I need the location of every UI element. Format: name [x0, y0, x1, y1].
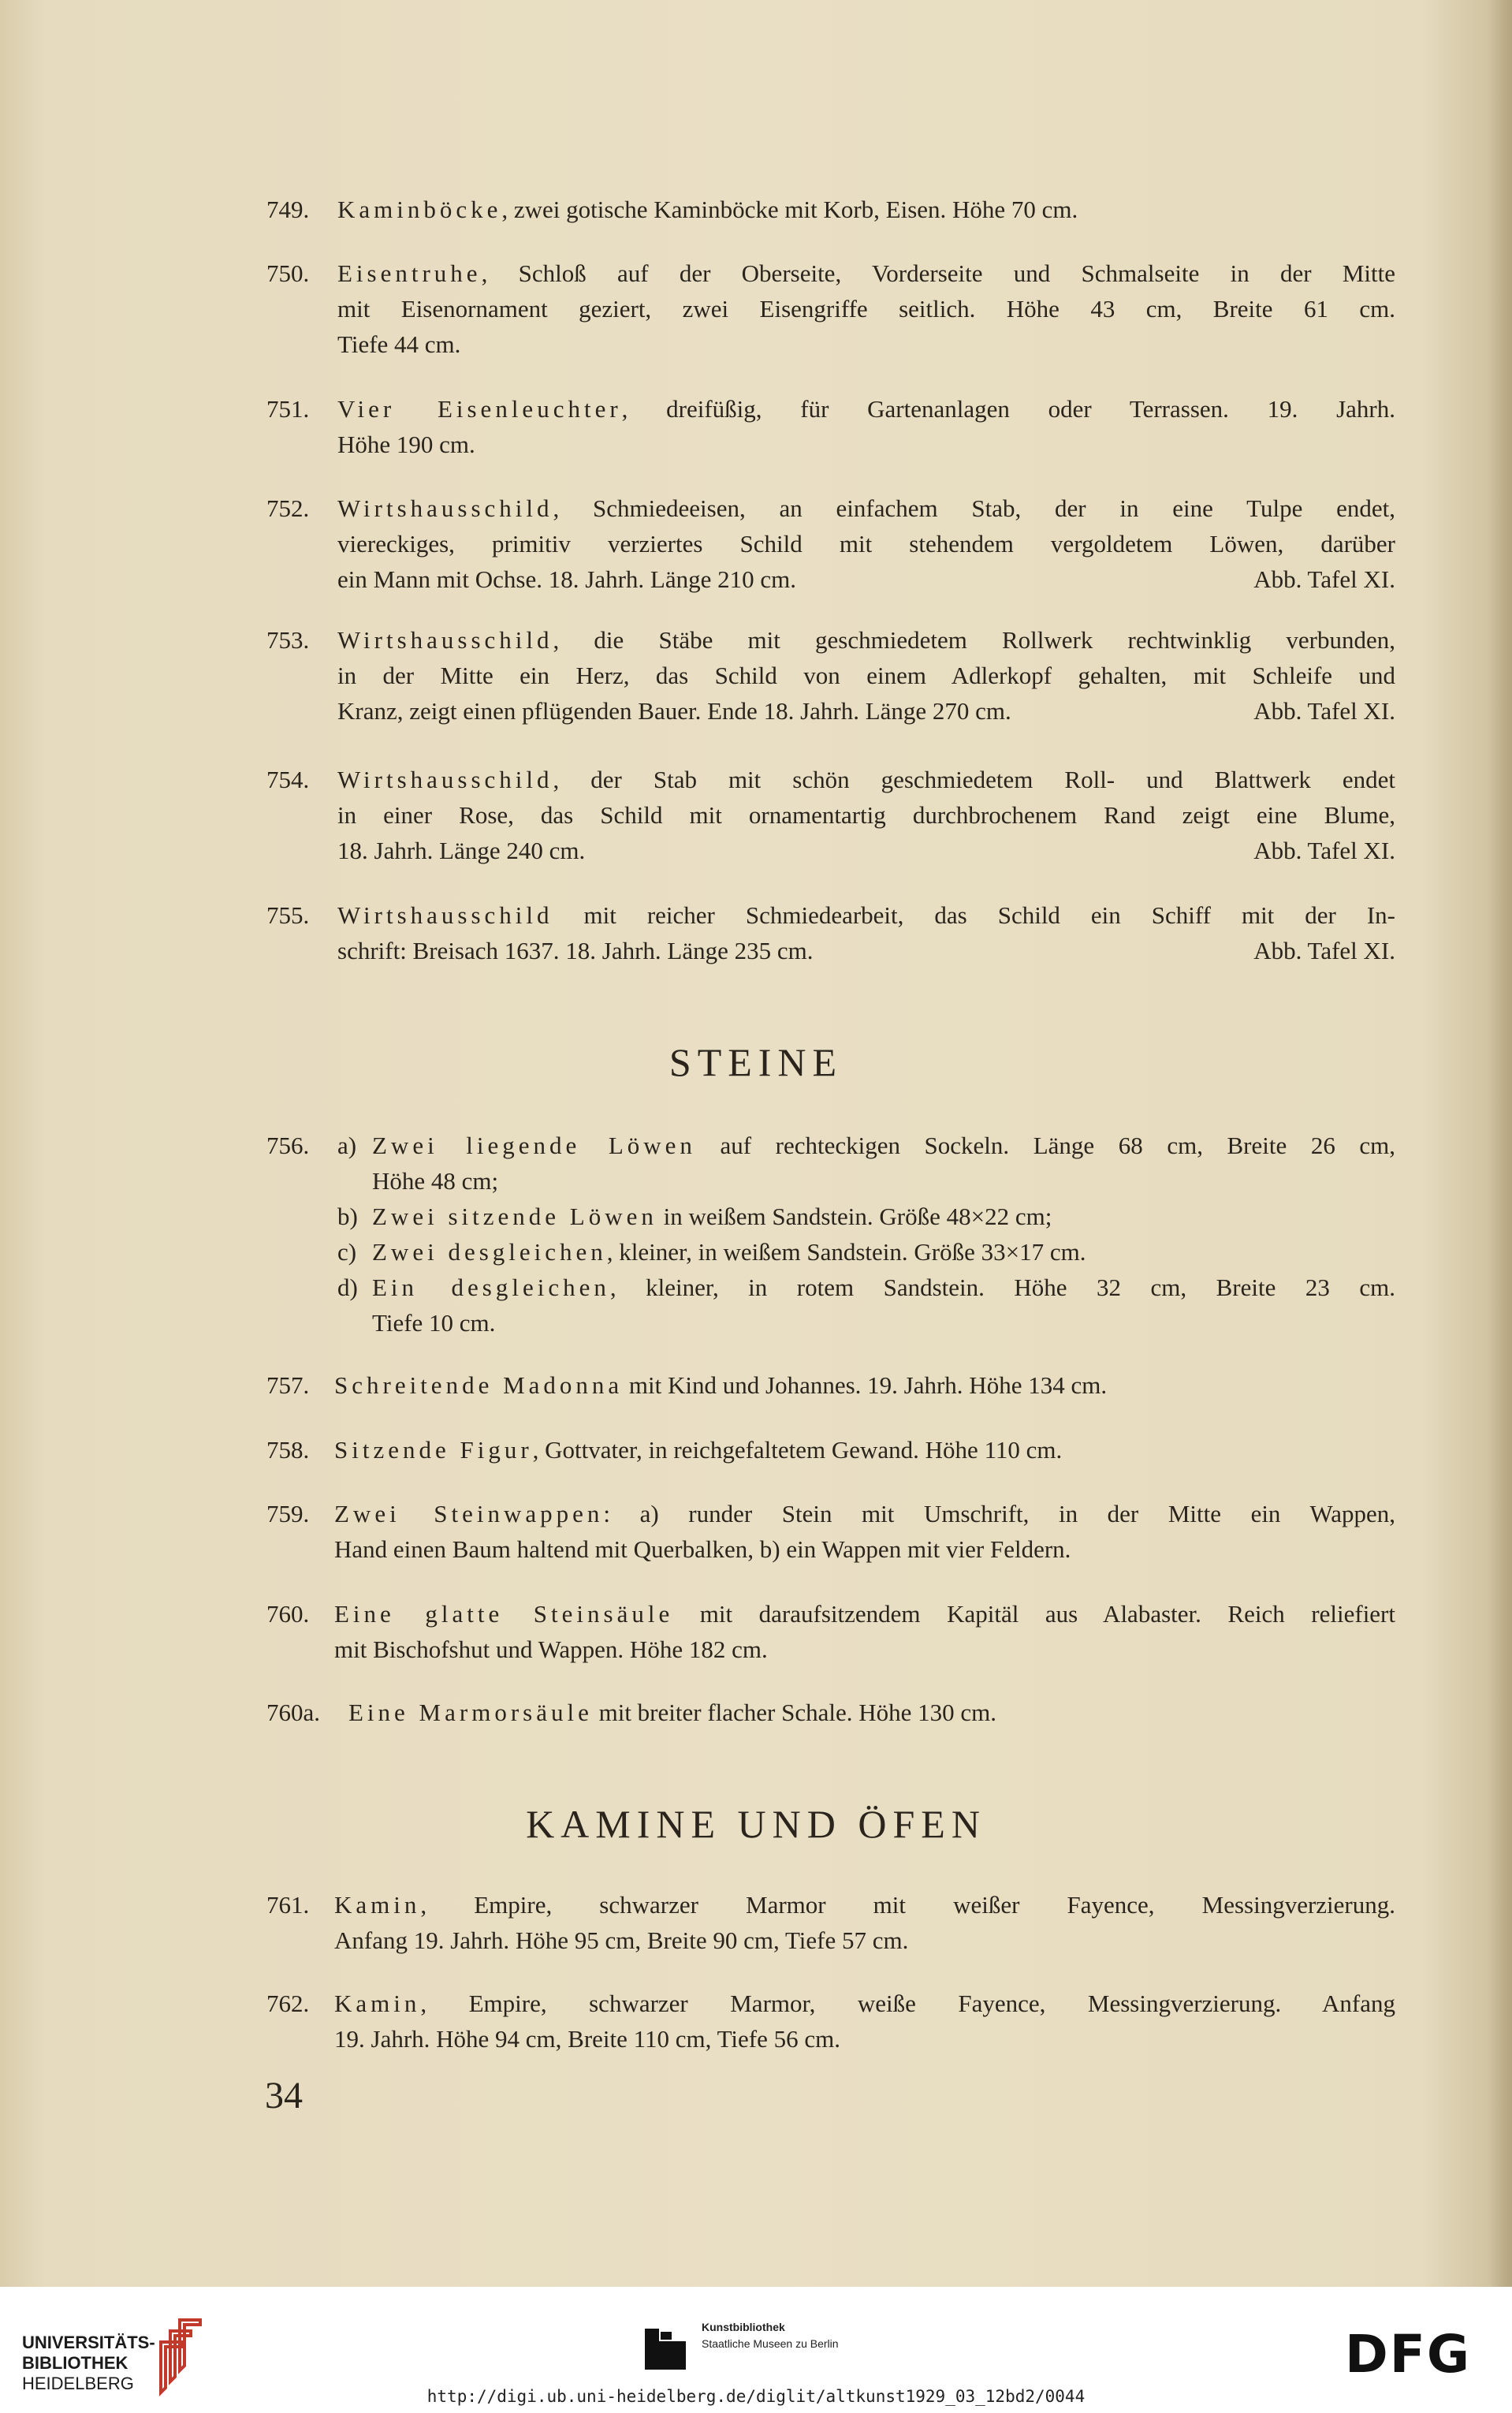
entry-text: Höhe 48 cm;	[372, 1167, 499, 1195]
entry-text: auf rechteckigen Sockeln. Länge 68 cm, Breite 26 cm,	[695, 1132, 1396, 1159]
entry-text: , die Stäbe mit geschmiedetem Rollwerk rechtwinklig verbunden,	[553, 626, 1395, 654]
entry-title: Zwei sitzende Löwen	[372, 1203, 657, 1230]
entry-number: 753.	[266, 626, 310, 654]
entry-title: Kamin	[334, 1891, 421, 1919]
entry-text: , der Stab mit schön geschmiedetem Roll- und Blattwerk endet	[553, 766, 1395, 793]
kunstbibliothek-text[interactable]	[702, 2319, 839, 2352]
entry-text: Kranz, zeigt einen pflügenden Bauer. Ende 18. Jahrh. Länge 270 cm.	[337, 697, 1011, 725]
entry-text: ein Mann mit Ochse. 18. Jahrh. Länge 210 cm.	[337, 565, 796, 593]
entry-text: Hand einen Baum haltend mit Querbalken, b) ein Wappen mit vier Feldern.	[334, 1535, 1071, 1563]
catalog-entry	[266, 490, 1395, 597]
entry-title: Wirtshausschild	[337, 494, 553, 522]
entry-text: in einer Rose, das Schild mit ornamentartig durchbrochenem Rand zeigt eine Blume,	[337, 801, 1395, 829]
plate-reference: Abb. Tafel XI.	[1253, 837, 1395, 864]
sub-item	[337, 1270, 1395, 1341]
entry-text: mit daraufsitzendem Kapitäl aus Alabaster. Reich reliefiert	[673, 1600, 1395, 1628]
section-heading-steine: STEINE	[668, 1040, 844, 1084]
page-edge-shadow	[1488, 0, 1512, 2287]
entry-text: mit breiter flacher Schale. Höhe 130 cm.	[592, 1699, 997, 1726]
kb-subtitle: Staatliche Museen zu Berlin	[702, 2337, 839, 2350]
entry-text: Anfang 19. Jahrh. Höhe 95 cm, Breite 90 cm, Tiefe 57 cm.	[334, 1926, 909, 1954]
ub-line-1: UNIVERSITÄTS-	[22, 2333, 155, 2352]
entry-text: mit Bischofshut und Wappen. Höhe 182 cm.	[334, 1635, 768, 1663]
kb-title: Kunstbibliothek	[702, 2321, 785, 2333]
sub-item	[337, 1128, 1395, 1199]
entry-number: 756.	[266, 1132, 310, 1159]
entry-number: 749.	[266, 196, 310, 223]
entry-text: mit Kind und Johannes. 19. Jahrh. Höhe 134 cm.	[623, 1371, 1108, 1399]
entry-text: , Empire, schwarzer Marmor mit weißer Fayence, Messingverzierung.	[420, 1891, 1395, 1919]
entry-number: 759.	[266, 1500, 310, 1527]
plate-reference: Abb. Tafel XI.	[1253, 697, 1395, 725]
entry-text: 18. Jahrh. Länge 240 cm.	[337, 837, 586, 864]
entry-text: viereckiges, primitiv verziertes Schild mit stehendem vergoldetem Löwen, darüber	[337, 530, 1395, 558]
catalog-entry	[266, 192, 1395, 227]
entry-title: Wirtshausschild	[337, 901, 553, 929]
entry-title: Zwei desgleichen	[372, 1238, 607, 1266]
entry-number: 752.	[266, 494, 310, 522]
entry-number: 757.	[266, 1371, 310, 1399]
page-number: 34	[265, 2075, 303, 2117]
sub-item	[337, 1199, 1395, 1234]
entry-text: Tiefe 44 cm.	[337, 330, 461, 358]
entry-text: : a) runder Stein mit Umschrift, in der Mitte ein Wappen,	[603, 1500, 1395, 1527]
entry-title: Schreitende Madonna	[334, 1371, 624, 1399]
catalog-entry	[266, 1496, 1395, 1567]
entry-text: , Gottvater, in reichgefaltetem Gewand. Höhe 110 cm.	[532, 1436, 1063, 1464]
entry-text: , kleiner, in rotem Sandstein. Höhe 32 cm, Breite 23 cm.	[609, 1274, 1395, 1301]
entry-text: , dreifüßig, für Gartenanlagen oder Terrassen. 19. Jahrh.	[621, 395, 1395, 423]
entry-title: Eine Marmorsäule	[348, 1699, 593, 1726]
section-heading-kamine: KAMINE UND ÖFEN	[526, 1802, 986, 1846]
entry-title: Kaminböcke	[337, 196, 502, 223]
entry-title: Kamin	[334, 1990, 421, 2017]
entry-number: 750.	[266, 259, 310, 287]
entry-number: 762.	[266, 1990, 310, 2017]
entry-title: Ein desgleichen	[372, 1274, 610, 1301]
dfg-logo[interactable]: DFG	[1345, 2324, 1472, 2385]
plate-reference: Abb. Tafel XI.	[1253, 565, 1395, 593]
sub-item-label: d)	[337, 1274, 358, 1301]
entry-number: 761.	[266, 1891, 310, 1919]
catalog-entry	[266, 1695, 1395, 1730]
entry-title: Vier Eisenleuchter	[337, 395, 622, 423]
catalog-entry	[266, 1432, 1395, 1468]
catalog-entry	[266, 1986, 1395, 2057]
ub-heidelberg-logo-text[interactable]	[22, 2333, 155, 2394]
sub-item-label: a)	[337, 1132, 357, 1159]
sub-item-label: c)	[337, 1238, 357, 1266]
entry-text: schrift: Breisach 1637. 18. Jahrh. Länge 235 cm.	[337, 937, 814, 964]
entry-text: , Schmiedeeisen, an einfachem Stab, der in eine Tulpe endet,	[553, 494, 1395, 522]
entry-text: , Empire, schwarzer Marmor, weiße Fayence, Messingverzierung. Anfang	[420, 1990, 1395, 2017]
entry-text: , zwei gotische Kaminböcke mit Korb, Eisen. Höhe 70 cm.	[501, 196, 1078, 223]
entry-title: Zwei liegende Löwen	[372, 1132, 696, 1159]
entry-title: Zwei Steinwappen	[334, 1500, 604, 1527]
ub-line-2: BIBLIOTHEK	[22, 2353, 128, 2373]
entry-number: 754.	[266, 766, 310, 793]
entry-text: in weißem Sandstein. Größe 48×22 cm;	[657, 1203, 1052, 1230]
catalog-entry	[266, 1887, 1395, 1958]
catalog-entry	[266, 255, 1395, 362]
catalog-entry	[266, 622, 1395, 729]
entry-number: 760a.	[266, 1699, 321, 1726]
entry-text: , kleiner, in weißem Sandstein. Größe 33×17 cm.	[606, 1238, 1086, 1266]
entry-title: Sitzende Figur	[334, 1436, 533, 1464]
entry-number: 755.	[266, 901, 310, 929]
entry-title: Eisentruhe	[337, 259, 482, 287]
catalog-entry	[266, 1596, 1395, 1667]
entry-number: 751.	[266, 395, 310, 423]
catalog-entry	[266, 1367, 1395, 1403]
entry-title: Wirtshausschild	[337, 626, 553, 654]
source-url-link[interactable]: http://digi.ub.uni-heidelberg.de/diglit/altkunst1929_03_12bd2/0044	[426, 2387, 1086, 2406]
catalog-entry	[266, 391, 1395, 462]
entry-text: mit reicher Schmiedearbeit, das Schild ein Schiff mit der In-	[553, 901, 1395, 929]
catalog-entry	[266, 897, 1395, 968]
sub-item-label: b)	[337, 1203, 358, 1230]
entry-number: 758.	[266, 1436, 310, 1464]
entry-text: Tiefe 10 cm.	[372, 1309, 496, 1337]
entry-number: 760.	[266, 1600, 310, 1628]
entry-title: Eine glatte Steinsäule	[334, 1600, 674, 1628]
plate-reference: Abb. Tafel XI.	[1253, 937, 1395, 964]
ub-line-3: HEIDELBERG	[22, 2374, 134, 2393]
entry-title: Wirtshausschild	[337, 766, 553, 793]
sub-item	[337, 1234, 1395, 1270]
catalog-entry	[266, 762, 1395, 868]
entry-text: mit Eisenornament geziert, zwei Eisengriffe seitlich. Höhe 43 cm, Breite 61 cm.	[337, 295, 1395, 323]
kunstbibliothek-logo-icon	[645, 2329, 686, 2370]
entry-text: in der Mitte ein Herz, das Schild von einem Adlerkopf gehalten, mit Schleife und	[337, 662, 1395, 689]
entry-text: Höhe 190 cm.	[337, 431, 475, 458]
entry-text: 19. Jahrh. Höhe 94 cm, Breite 110 cm, Tiefe 56 cm.	[334, 2025, 840, 2053]
entry-text: , Schloß auf der Oberseite, Vorderseite und Schmalseite in der Mitte	[481, 259, 1395, 287]
